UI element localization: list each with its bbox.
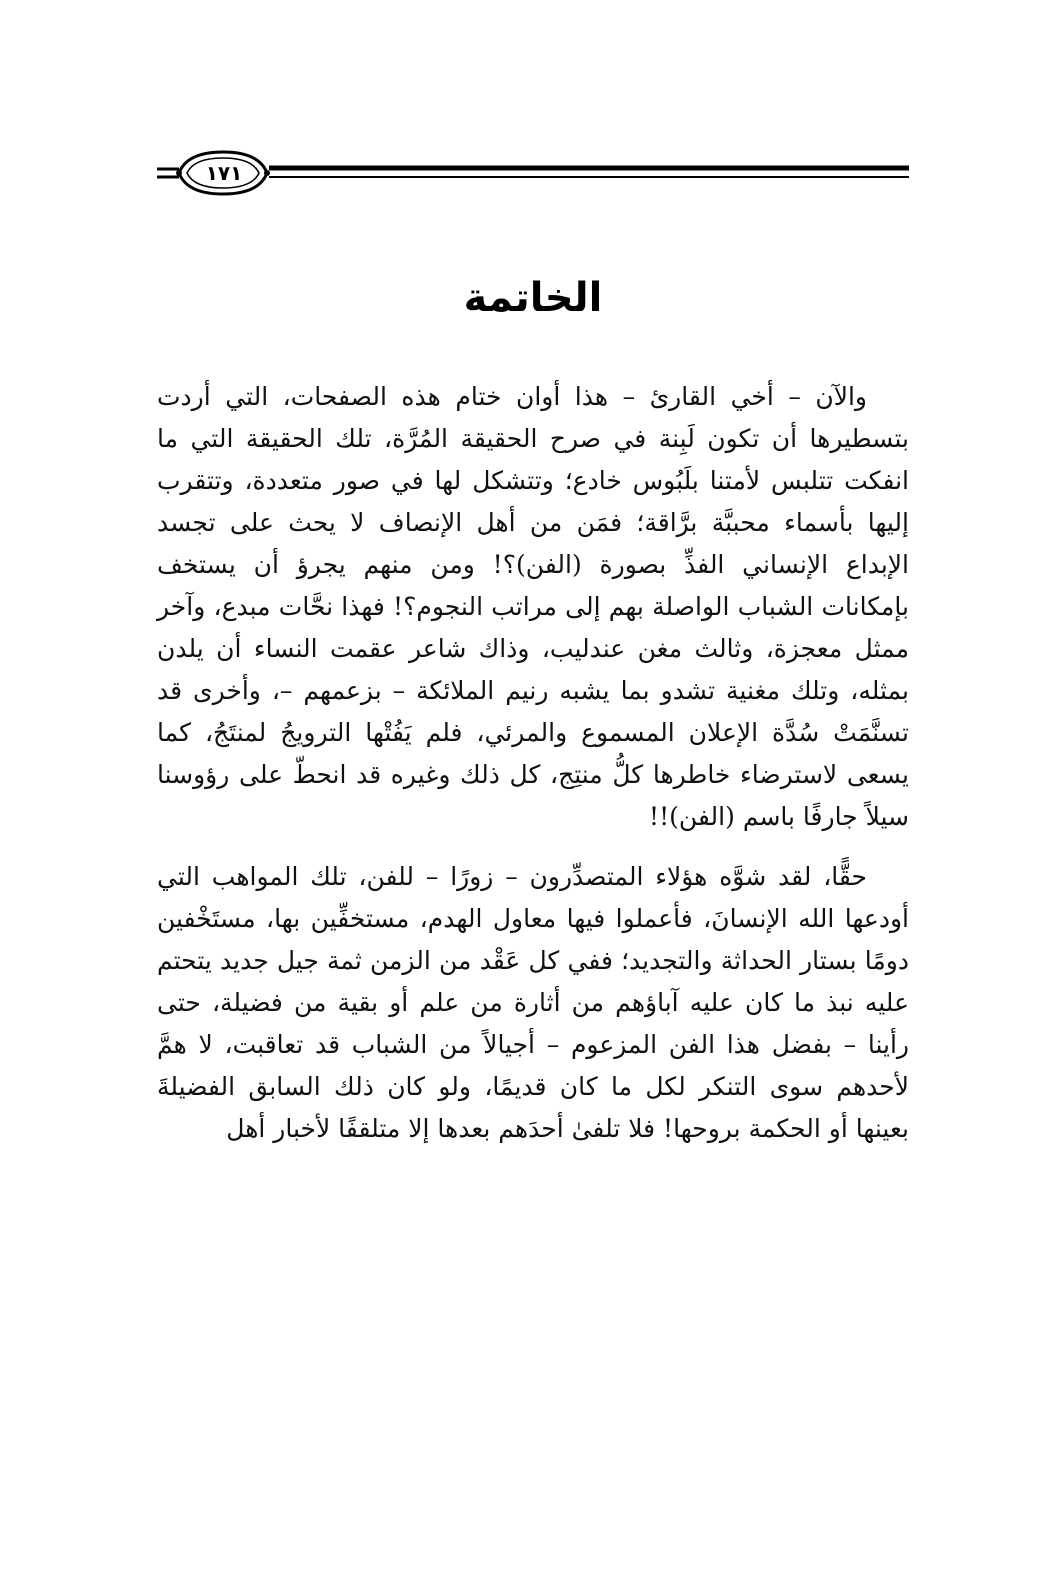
paragraph-2: حقًّا، لقد شوَّه هؤلاء المتصدِّرون – زورًا – للفن، تلك المواهب التي أودعها الله الإنسانَ، فأعملوا فيها معاول الهدم، مستخفِّين بها، مستَخْفين دومًا بستار الحداثة والتجديد؛ ففي كل عَقْد من الزمن ثمة جيل جديد يتحتم عليه نبذ ما كان عليه آباؤهم من أثارة من علم أو بقية من فضيلة، حتى رأينا – بفضل هذا الفن المزعوم – أجيالاً من الشباب قد تعاقبت، لا همَّ لأحدهم سوى التنكر لكل ما كان قديمًا، ولو كان ذلك السابق الفضيلةَ بعينها أو الحكمة بروحها! فلا تلفىٰ أحدَهم بعدها إلا متلقفًا لأخبار أهل xyxy=(157,862,909,1143)
page-number: ١٧١ xyxy=(205,161,243,185)
paragraph-1: والآن – أخي القارئ – هذا أوان ختام هذه الصفحات، التي أردت بتسطيرها أن تكون لَبِنة في صرح الحقيقة المُرَّة، تلك الحقيقة التي ما انفكت تتلبس لأمتنا بلَبُوس خادع؛ وتتشكل لها في صور متعددة، وتتقرب إليها بأسماء محببَّة برَّاقة؛ فمَن من أهل الإنصاف لا يحث على تجسد الإبداع الإنساني الفذِّ بصورة (الفن)؟! ومن منهم يجرؤ أن يستخف بإمكانات الشباب الواصلة بهم إلى مراتب النجوم؟! فهذا نحَّات مبدع، وآخر ممثل معجزة، وثالث مغن عندليب، وذاك شاعر عقمت النساء أن يلدن بمثله، وتلك مغنية تشدو بما يشبه رنيم الملائكة – بزعمهم –، وأخرى قد تسنَّمَتْ سُدَّة الإعلان المسموع والمرئي، فلم يَفُتْها الترويجُ لمنتَجُ، كما يسعى لاسترضاء خاطرها كلُّ منتِج، كل ذلك وغيره قد انحطّ على رؤوسنا سيلاً جارفًا باسم (الفن)!! xyxy=(157,382,909,831)
chapter-title: الخاتمة xyxy=(463,275,603,321)
header-ornament xyxy=(157,148,909,198)
body-text xyxy=(157,376,909,1150)
page-header xyxy=(157,148,909,198)
